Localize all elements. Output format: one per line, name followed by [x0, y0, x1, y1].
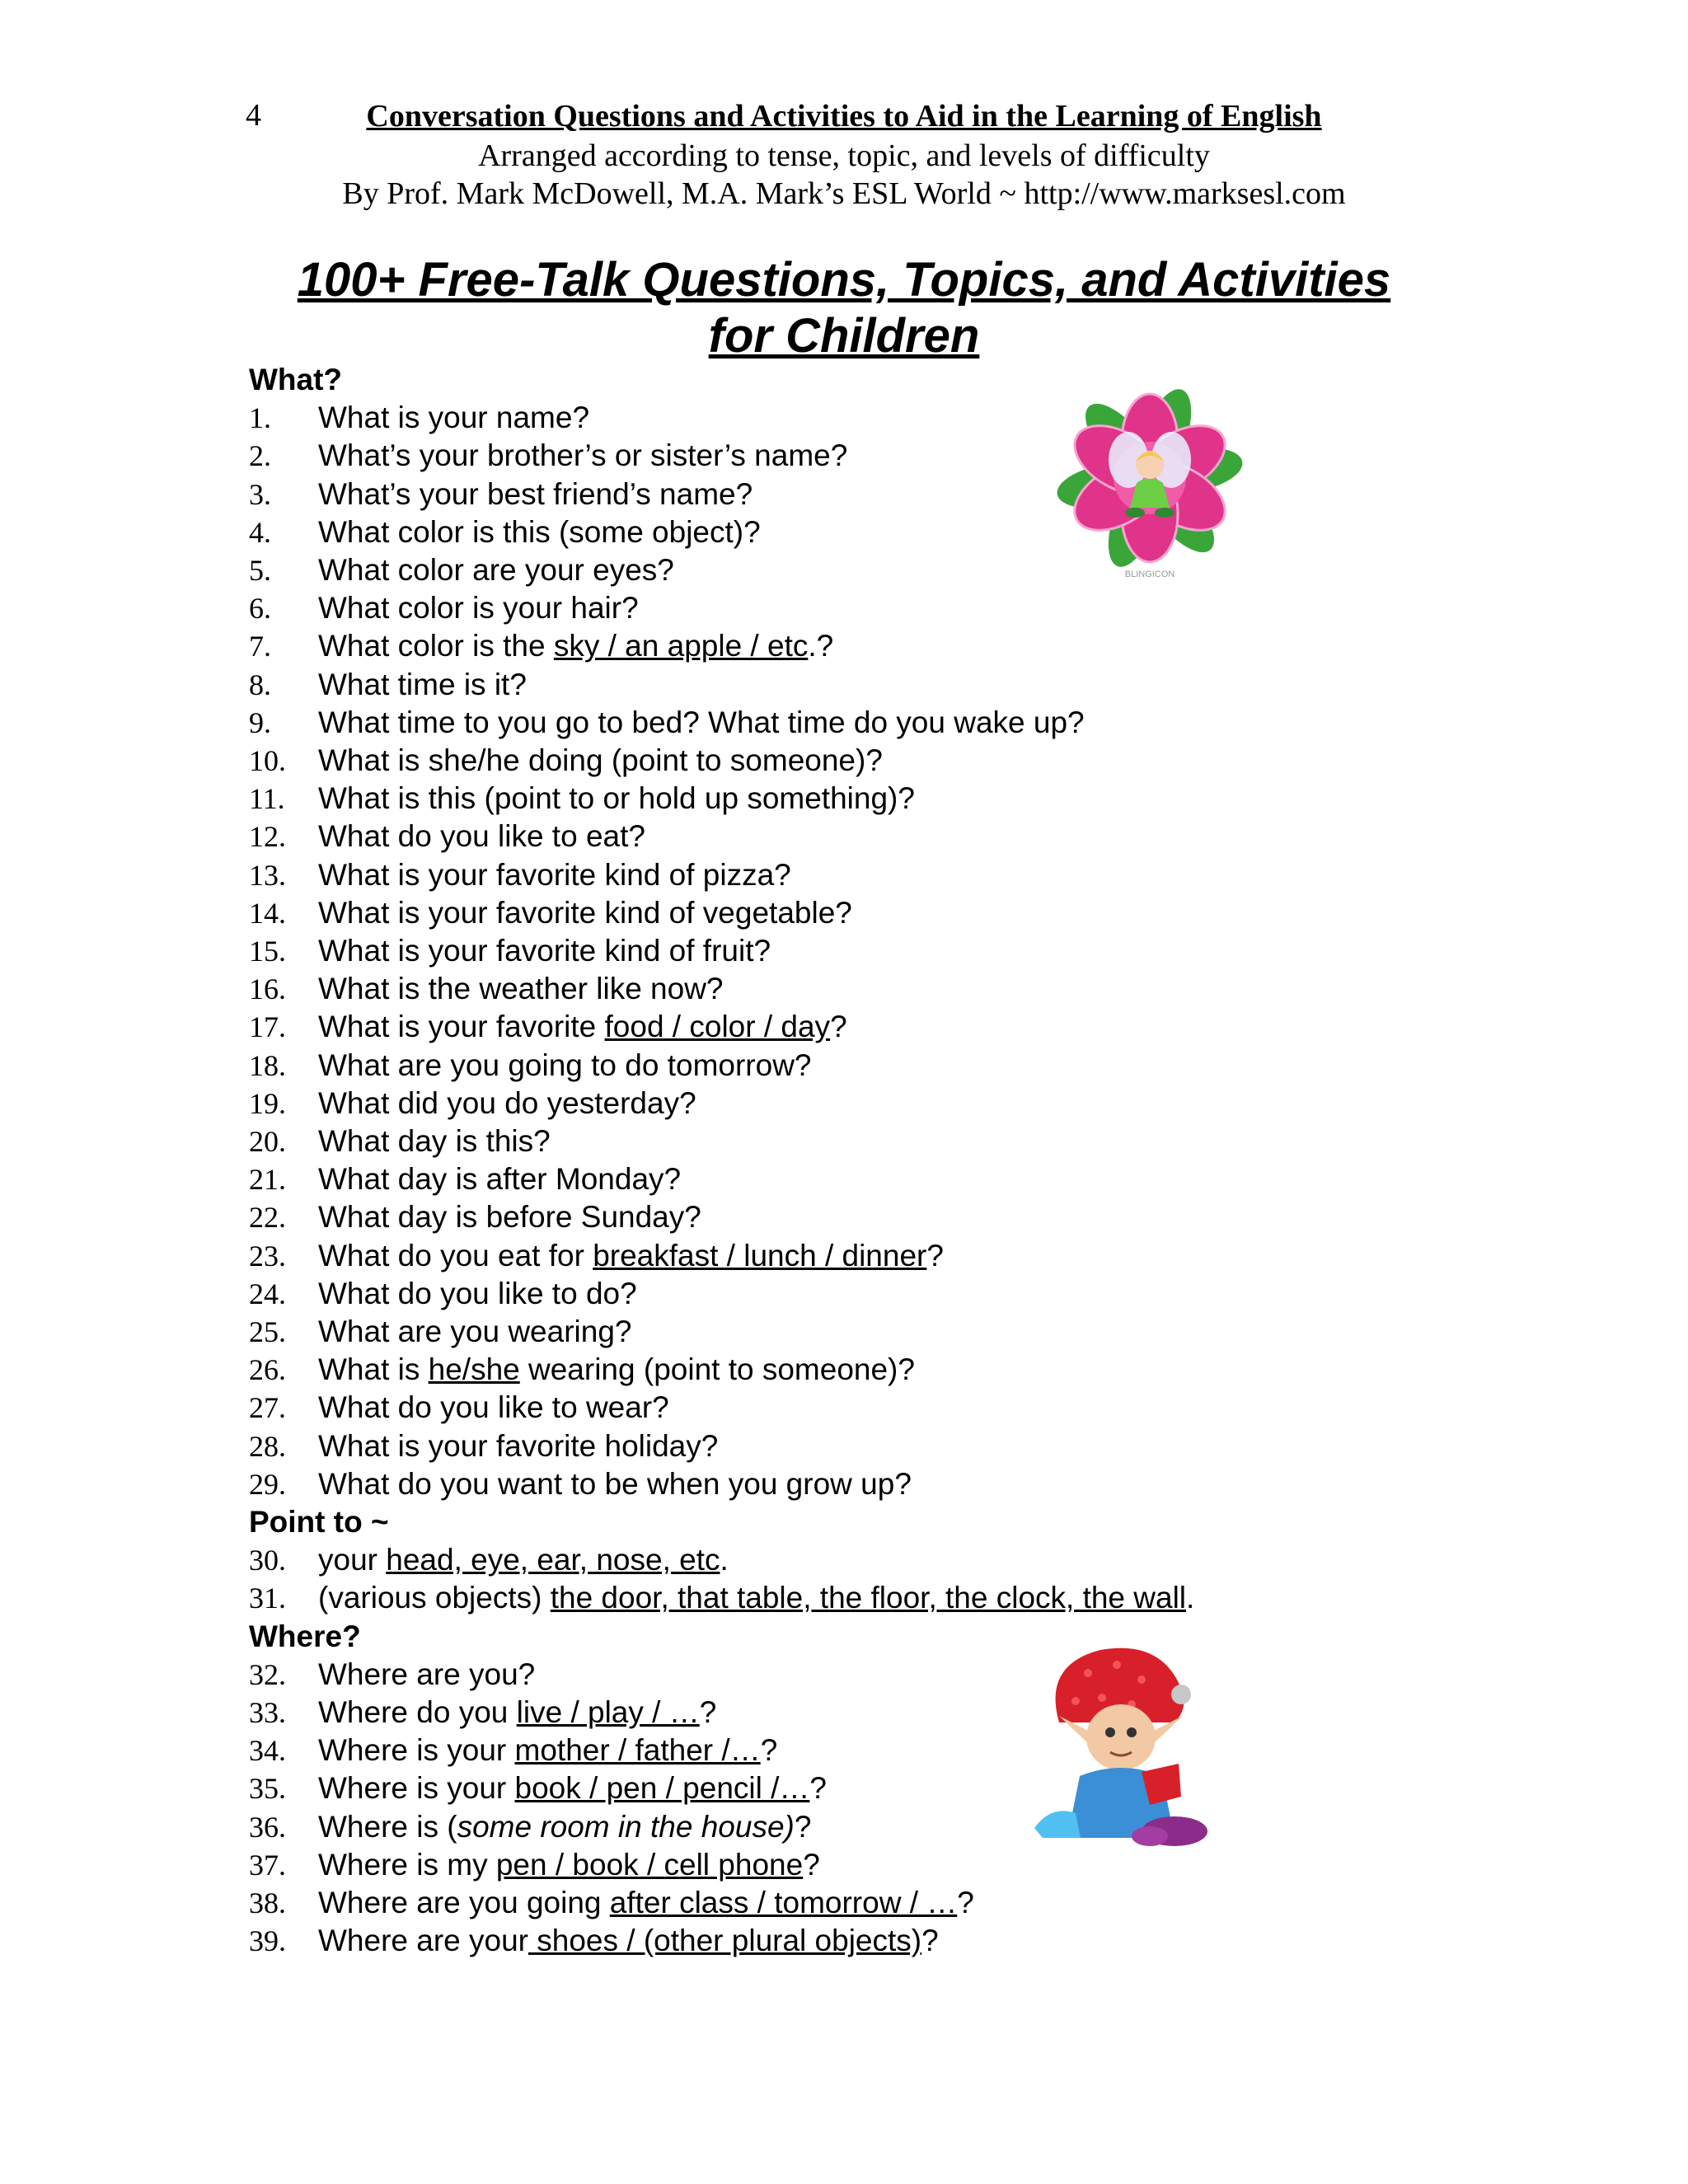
- underlined-options: mother / father /…: [514, 1733, 761, 1768]
- section-heading: Point to ~: [249, 1505, 389, 1539]
- question-text: [318, 438, 847, 473]
- question-number: 20.: [249, 1125, 286, 1158]
- question-text: [318, 1467, 912, 1502]
- question-text: [318, 1352, 915, 1387]
- question-number: 33.: [249, 1696, 286, 1729]
- question-fragment: Where is your: [318, 1771, 515, 1806]
- question-fragment: What are you wearing?: [318, 1315, 632, 1348]
- question-text: [318, 1848, 820, 1882]
- question-fragment: What time to you go to bed? What time do you wake up?: [318, 705, 1085, 739]
- question-fragment: What is the weather like now?: [318, 972, 724, 1006]
- question-fragment: What’s your best friend’s name?: [318, 476, 753, 511]
- question-number: 38.: [249, 1886, 286, 1919]
- question-number: 7.: [249, 630, 271, 663]
- question-text: [318, 1086, 696, 1121]
- question-fragment: .?: [808, 629, 834, 663]
- question-text: [318, 972, 724, 1006]
- question-text: [318, 743, 883, 778]
- question-fragment: What are you going to do tomorrow?: [318, 1047, 812, 1082]
- question-fragment: ?: [809, 1771, 827, 1806]
- question-number: 37.: [249, 1848, 286, 1882]
- question-number: 17.: [249, 1010, 286, 1044]
- question-number: 29.: [249, 1467, 286, 1501]
- question-fragment: ?: [921, 1924, 939, 1958]
- question-number: 14.: [249, 896, 286, 930]
- question-fragment: What is: [318, 1352, 429, 1387]
- document-subtitle: Arranged according to tense, topic, and levels of difficulty: [478, 138, 1210, 173]
- question-fragment: What do you like to do?: [318, 1276, 637, 1310]
- question-fragment: What is your favorite kind of fruit?: [318, 934, 771, 968]
- question-number: 36.: [249, 1810, 286, 1844]
- question-fragment: What do you want to be when you grow up?: [318, 1466, 912, 1501]
- question-text: [318, 1315, 631, 1349]
- question-number: 4.: [249, 515, 271, 549]
- question-fragment: What is your favorite: [318, 1010, 605, 1044]
- question-text: [318, 668, 527, 702]
- question-text: [318, 1771, 827, 1806]
- question-text: [318, 401, 589, 435]
- main-title-line-1: 100+ Free-Talk Questions, Topics, and Activities: [297, 253, 1391, 307]
- question-number: 35.: [249, 1772, 286, 1806]
- question-text: [318, 934, 771, 968]
- question-fragment: ?: [803, 1847, 820, 1882]
- question-text: [318, 1733, 777, 1768]
- underlined-options: live / play / …: [516, 1695, 700, 1729]
- question-fragment: What is your favorite holiday?: [318, 1428, 719, 1463]
- question-number: 18.: [249, 1048, 286, 1082]
- question-text: [318, 1200, 701, 1235]
- question-fragment: What do you eat for: [318, 1238, 593, 1272]
- question-number: 22.: [249, 1201, 286, 1235]
- question-text: [318, 1886, 974, 1920]
- question-number: 39.: [249, 1924, 286, 1958]
- question-fragment: What day is after Monday?: [318, 1162, 682, 1197]
- question-text: [318, 1924, 939, 1958]
- question-fragment: .: [720, 1543, 729, 1577]
- question-number: 26.: [249, 1353, 286, 1387]
- question-fragment: What day is this?: [318, 1124, 551, 1158]
- question-fragment: What color is your hair?: [318, 591, 639, 626]
- question-fragment: What color is this (some object)?: [318, 514, 761, 549]
- question-number: 6.: [249, 592, 271, 626]
- page-number: 4: [246, 98, 261, 133]
- question-text: [318, 1010, 847, 1044]
- question-fragment: What color is the: [318, 629, 554, 663]
- question-number: 13.: [249, 858, 286, 892]
- question-text: [318, 1543, 729, 1577]
- question-text: [318, 515, 761, 550]
- question-fragment: ?: [957, 1886, 974, 1919]
- underlined-options: book / pen / pencil /…: [514, 1771, 810, 1806]
- question-number: 19.: [249, 1086, 286, 1120]
- question-fragment: wearing (point to someone)?: [519, 1352, 915, 1387]
- question-fragment: What day is before Sunday?: [318, 1200, 701, 1235]
- question-number: 23.: [249, 1239, 286, 1272]
- question-fragment: What’s your brother’s or sister’s name?: [318, 438, 848, 473]
- question-fragment: What is this (point to or hold up something)?: [318, 781, 915, 816]
- underlined-options: sky / an apple / etc: [553, 629, 809, 663]
- question-number: 11.: [249, 782, 285, 816]
- question-number: 2.: [249, 439, 271, 473]
- question-number: 8.: [249, 668, 271, 701]
- question-number: 21.: [249, 1163, 286, 1197]
- question-number: 12.: [249, 820, 286, 854]
- underlined-options: shoes / (other plural objects): [528, 1924, 922, 1958]
- question-text: [318, 1277, 637, 1311]
- question-number: 28.: [249, 1429, 286, 1463]
- question-text: [318, 1162, 681, 1197]
- question-fragment: Where are you going: [318, 1886, 610, 1919]
- document-byline: By Prof. Mark McDowell, M.A. Mark’s ESL World ~ http://www.marksesl.com: [342, 176, 1346, 211]
- question-text: [318, 896, 852, 930]
- question-fragment: ?: [830, 1010, 847, 1044]
- question-number: 25.: [249, 1315, 286, 1348]
- question-text: [318, 1124, 551, 1159]
- question-number: 30.: [249, 1544, 286, 1577]
- question-fragment: ?: [926, 1238, 944, 1272]
- question-fragment: What did you do yesterday?: [318, 1085, 696, 1120]
- question-number: 24.: [249, 1277, 286, 1310]
- question-text: [318, 1429, 718, 1464]
- question-fragment: Where is (: [318, 1809, 457, 1844]
- underlined-options: breakfast / lunch / dinner: [593, 1238, 927, 1272]
- fairy-watermark: BLINGICON: [1124, 569, 1175, 579]
- section-heading: What?: [249, 363, 343, 396]
- question-number: 32.: [249, 1657, 286, 1691]
- question-text: [318, 1810, 811, 1844]
- question-fragment: .: [1186, 1581, 1195, 1615]
- question-text: [318, 819, 645, 854]
- question-text: [318, 1581, 1194, 1615]
- question-fragment: What is your favorite kind of pizza?: [318, 857, 791, 892]
- question-number: 9.: [249, 705, 271, 739]
- question-text: [318, 858, 791, 893]
- question-number: 27.: [249, 1391, 286, 1425]
- question-fragment: What time is it?: [318, 667, 527, 701]
- question-text: [318, 1048, 812, 1083]
- underlined-options: head, eye, ear, nose, etc: [386, 1543, 720, 1577]
- question-fragment: ?: [760, 1733, 778, 1768]
- question-text: [318, 705, 1085, 740]
- question-fragment: Where do you: [318, 1695, 517, 1729]
- question-fragment: Where are your: [318, 1924, 528, 1958]
- document-title: Conversation Questions and Activities to Aid in the Learning of English: [366, 99, 1322, 134]
- underlined-options: after class / tomorrow / …: [609, 1886, 958, 1919]
- question-fragment: ?: [699, 1695, 717, 1729]
- question-number: 31.: [249, 1582, 286, 1615]
- question-fragment: (various objects): [318, 1581, 551, 1615]
- main-title-line-2: for Children: [708, 309, 980, 363]
- question-fragment: Where is my: [318, 1847, 496, 1882]
- question-fragment: Where is your: [318, 1733, 515, 1768]
- question-text: [318, 629, 833, 663]
- question-text: [318, 553, 674, 588]
- question-text: [318, 477, 753, 512]
- question-number: 34.: [249, 1734, 286, 1768]
- question-text: [318, 1657, 535, 1692]
- underlined-options: he/she: [428, 1352, 520, 1387]
- question-text: [318, 591, 639, 626]
- question-number: 10.: [249, 744, 286, 777]
- question-text: [318, 781, 915, 816]
- question-number: 5.: [249, 554, 271, 587]
- question-number: 3.: [249, 477, 271, 511]
- question-fragment: your: [318, 1543, 387, 1577]
- question-fragment: What do you like to wear?: [318, 1390, 669, 1425]
- question-number: 16.: [249, 972, 286, 1006]
- underlined-options: pen / book / cell phone: [495, 1847, 804, 1882]
- question-number: 15.: [249, 935, 286, 968]
- question-text: [318, 1239, 944, 1273]
- question-text: [318, 1695, 716, 1730]
- question-fragment: What do you like to eat?: [318, 819, 645, 854]
- question-fragment: ?: [794, 1809, 812, 1844]
- question-number: 1.: [249, 401, 271, 435]
- question-text: [318, 1390, 669, 1425]
- section-heading: Where?: [249, 1619, 361, 1653]
- fairy-flower-clipart: [1047, 381, 1253, 587]
- question-fragment: What color are your eyes?: [318, 553, 674, 587]
- question-fragment: What is she/he doing (point to someone)?: [318, 743, 883, 777]
- italic-text: some room in the house): [457, 1809, 795, 1844]
- elf-sitting-clipart: [1010, 1640, 1224, 1850]
- question-fragment: Where are you?: [318, 1657, 536, 1691]
- question-fragment: What is your favorite kind of vegetable?: [318, 895, 852, 930]
- underlined-options: the door, that table, the floor, the clock, the wall: [550, 1581, 1187, 1615]
- underlined-options: food / color / day: [604, 1010, 831, 1044]
- question-fragment: What is your name?: [318, 401, 590, 435]
